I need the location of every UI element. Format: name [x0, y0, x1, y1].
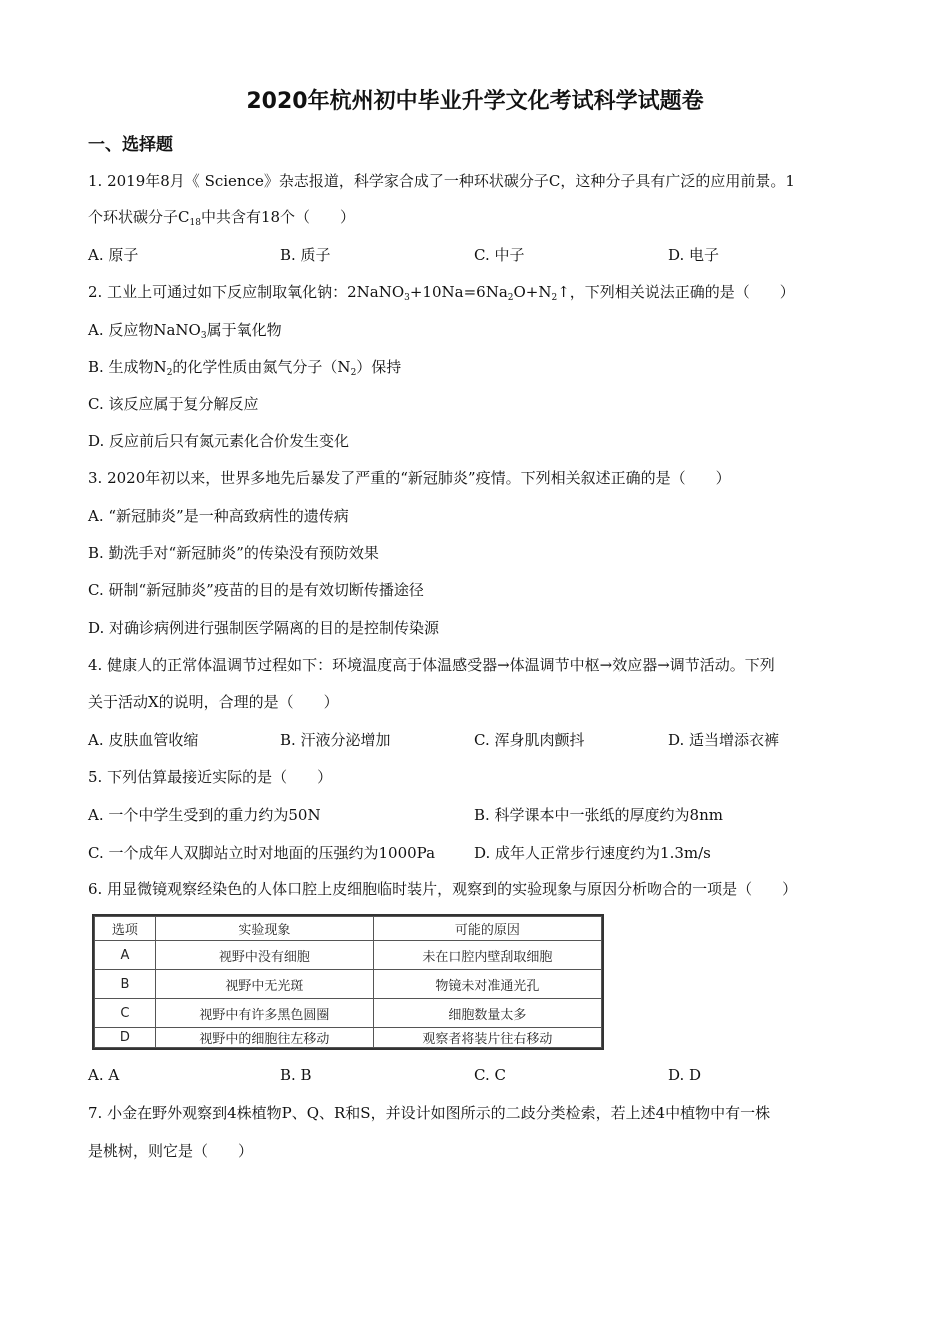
q6-option-a: A. A	[88, 1066, 120, 1084]
q3-stem: 3. 2020年初以来，世界多地先后暴发了严重的“新冠肺炎”疫情。下列相关叙述正确的是（ ）	[88, 469, 731, 487]
q3-option-d: D. 对确诊病例进行强制医学隔离的目的是控制传染源	[88, 619, 440, 637]
table-cell: C	[95, 999, 156, 1028]
q7-stem-line2: 是桃树，则它是（ ）	[88, 1142, 254, 1160]
q5-option-d: D. 成年人正常步行速度约为1.3m/s	[474, 844, 711, 862]
q1-stem-line2: 个环状碳分子$C_{18}$中共含有18个（ ）	[88, 208, 356, 228]
page-title: 2020年杭州初中毕业升学文化考试科学试题卷	[246, 89, 704, 114]
table-cell: 视野中有许多黑色圆圈	[155, 999, 373, 1028]
q4-option-b: B. 汗液分泌增加	[280, 731, 391, 749]
q3-option-b: B. 勤洗手对“新冠肺炎”的传染没有预防效果	[88, 544, 379, 562]
q4-option-a: A. 皮肤血管收缩	[88, 731, 199, 749]
q5-option-a: A. 一个中学生受到的重力约为50N	[88, 806, 321, 824]
q2-option-d: D. 反应前后只有氮元素化合价发生变化	[88, 432, 350, 450]
table-cell: A	[95, 941, 156, 970]
section-heading: 一、选择题	[88, 135, 173, 155]
q2-option-b: B. 生成物$N_2$的化学性质由氮气分子$(N_2)$保持	[88, 358, 402, 378]
q5-option-b: B. 科学课本中一张纸的厚度约为8nm	[474, 806, 723, 824]
q2-option-a: A. 反应物NaNO$_3$属于氧化物	[88, 321, 282, 341]
q5-stem: 5. 下列估算最接近实际的是（ ）	[88, 768, 333, 786]
table-row	[95, 970, 602, 999]
q1-stem-line1: 1. 2019年8月《 Science》杂志报道，科学家合成了一种环状碳分子C，这种分子具有广泛的应用前景。1	[88, 172, 795, 190]
q4-stem-line2: 关于活动X的说明，合理的是（ ）	[88, 693, 339, 711]
q4-option-c: C. 浑身肌肉颤抖	[474, 731, 585, 749]
q5-option-c: C. 一个成年人双脚站立时对地面的压强约为1000Pa	[88, 844, 436, 862]
table-cell: D	[95, 1028, 156, 1048]
table-cell: 细胞数量太多	[373, 999, 601, 1028]
q3-option-c: C. 研制“新冠肺炎”疫苗的目的是有效切断传播途径	[88, 581, 424, 599]
q6-option-d: D. D	[668, 1066, 702, 1084]
table-header-cell: 选项	[95, 917, 156, 941]
q6-option-b: B. B	[280, 1066, 312, 1084]
table-row	[95, 941, 602, 970]
q1-option-d: D. 电子	[668, 246, 720, 264]
q3-option-a: A. “新冠肺炎”是一种高致病性的遗传病	[88, 507, 349, 525]
table-row	[95, 999, 602, 1028]
table-cell: 物镜未对准通光孔	[373, 970, 601, 999]
q6-stem: 6. 用显微镜观察经染色的人体口腔上皮细胞临时装片，观察到的实验现象与原因分析吻合的一项是（ ）	[88, 880, 798, 898]
table-cell: 视野中的细胞往左移动	[155, 1028, 373, 1048]
q4-stem-line1: 4. 健康人的正常体温调节过程如下：环境温度高于体温感受器→体温调节中枢→效应器→调节活动。下列	[88, 656, 775, 674]
q4-option-d: D. 适当增添衣裤	[668, 731, 780, 749]
q1-option-b: B. 质子	[280, 246, 331, 264]
q1-option-a: A. 原子	[88, 246, 139, 264]
q6-option-c: C. C	[474, 1066, 506, 1084]
table-cell: 未在口腔内壁刮取细胞	[373, 941, 601, 970]
q1-option-c: C. 中子	[474, 246, 525, 264]
table-header-row	[95, 917, 602, 941]
table-row	[95, 1028, 602, 1048]
q6-table	[92, 914, 604, 1050]
q7-stem-line1: 7. 小金在野外观察到4株植物P、Q、R和S，并设计如图所示的二歧分类检索，若上述4中植物中有一株	[88, 1104, 771, 1122]
table-header-cell: 实验现象	[155, 917, 373, 941]
table-header-cell: 可能的原因	[373, 917, 601, 941]
table-cell: B	[95, 970, 156, 999]
table-cell: 观察者将装片往右移动	[373, 1028, 601, 1048]
table-cell: 视野中无光斑	[155, 970, 373, 999]
q2-option-c: C. 该反应属于复分解反应	[88, 395, 259, 413]
table-cell: 视野中没有细胞	[155, 941, 373, 970]
q2-stem: 2. 工业上可通过如下反应制取氧化钠：$2NaNO_3+10Na=6Na_2O+N_2↑$，下列相关说法正确的是（ ）	[88, 283, 795, 303]
